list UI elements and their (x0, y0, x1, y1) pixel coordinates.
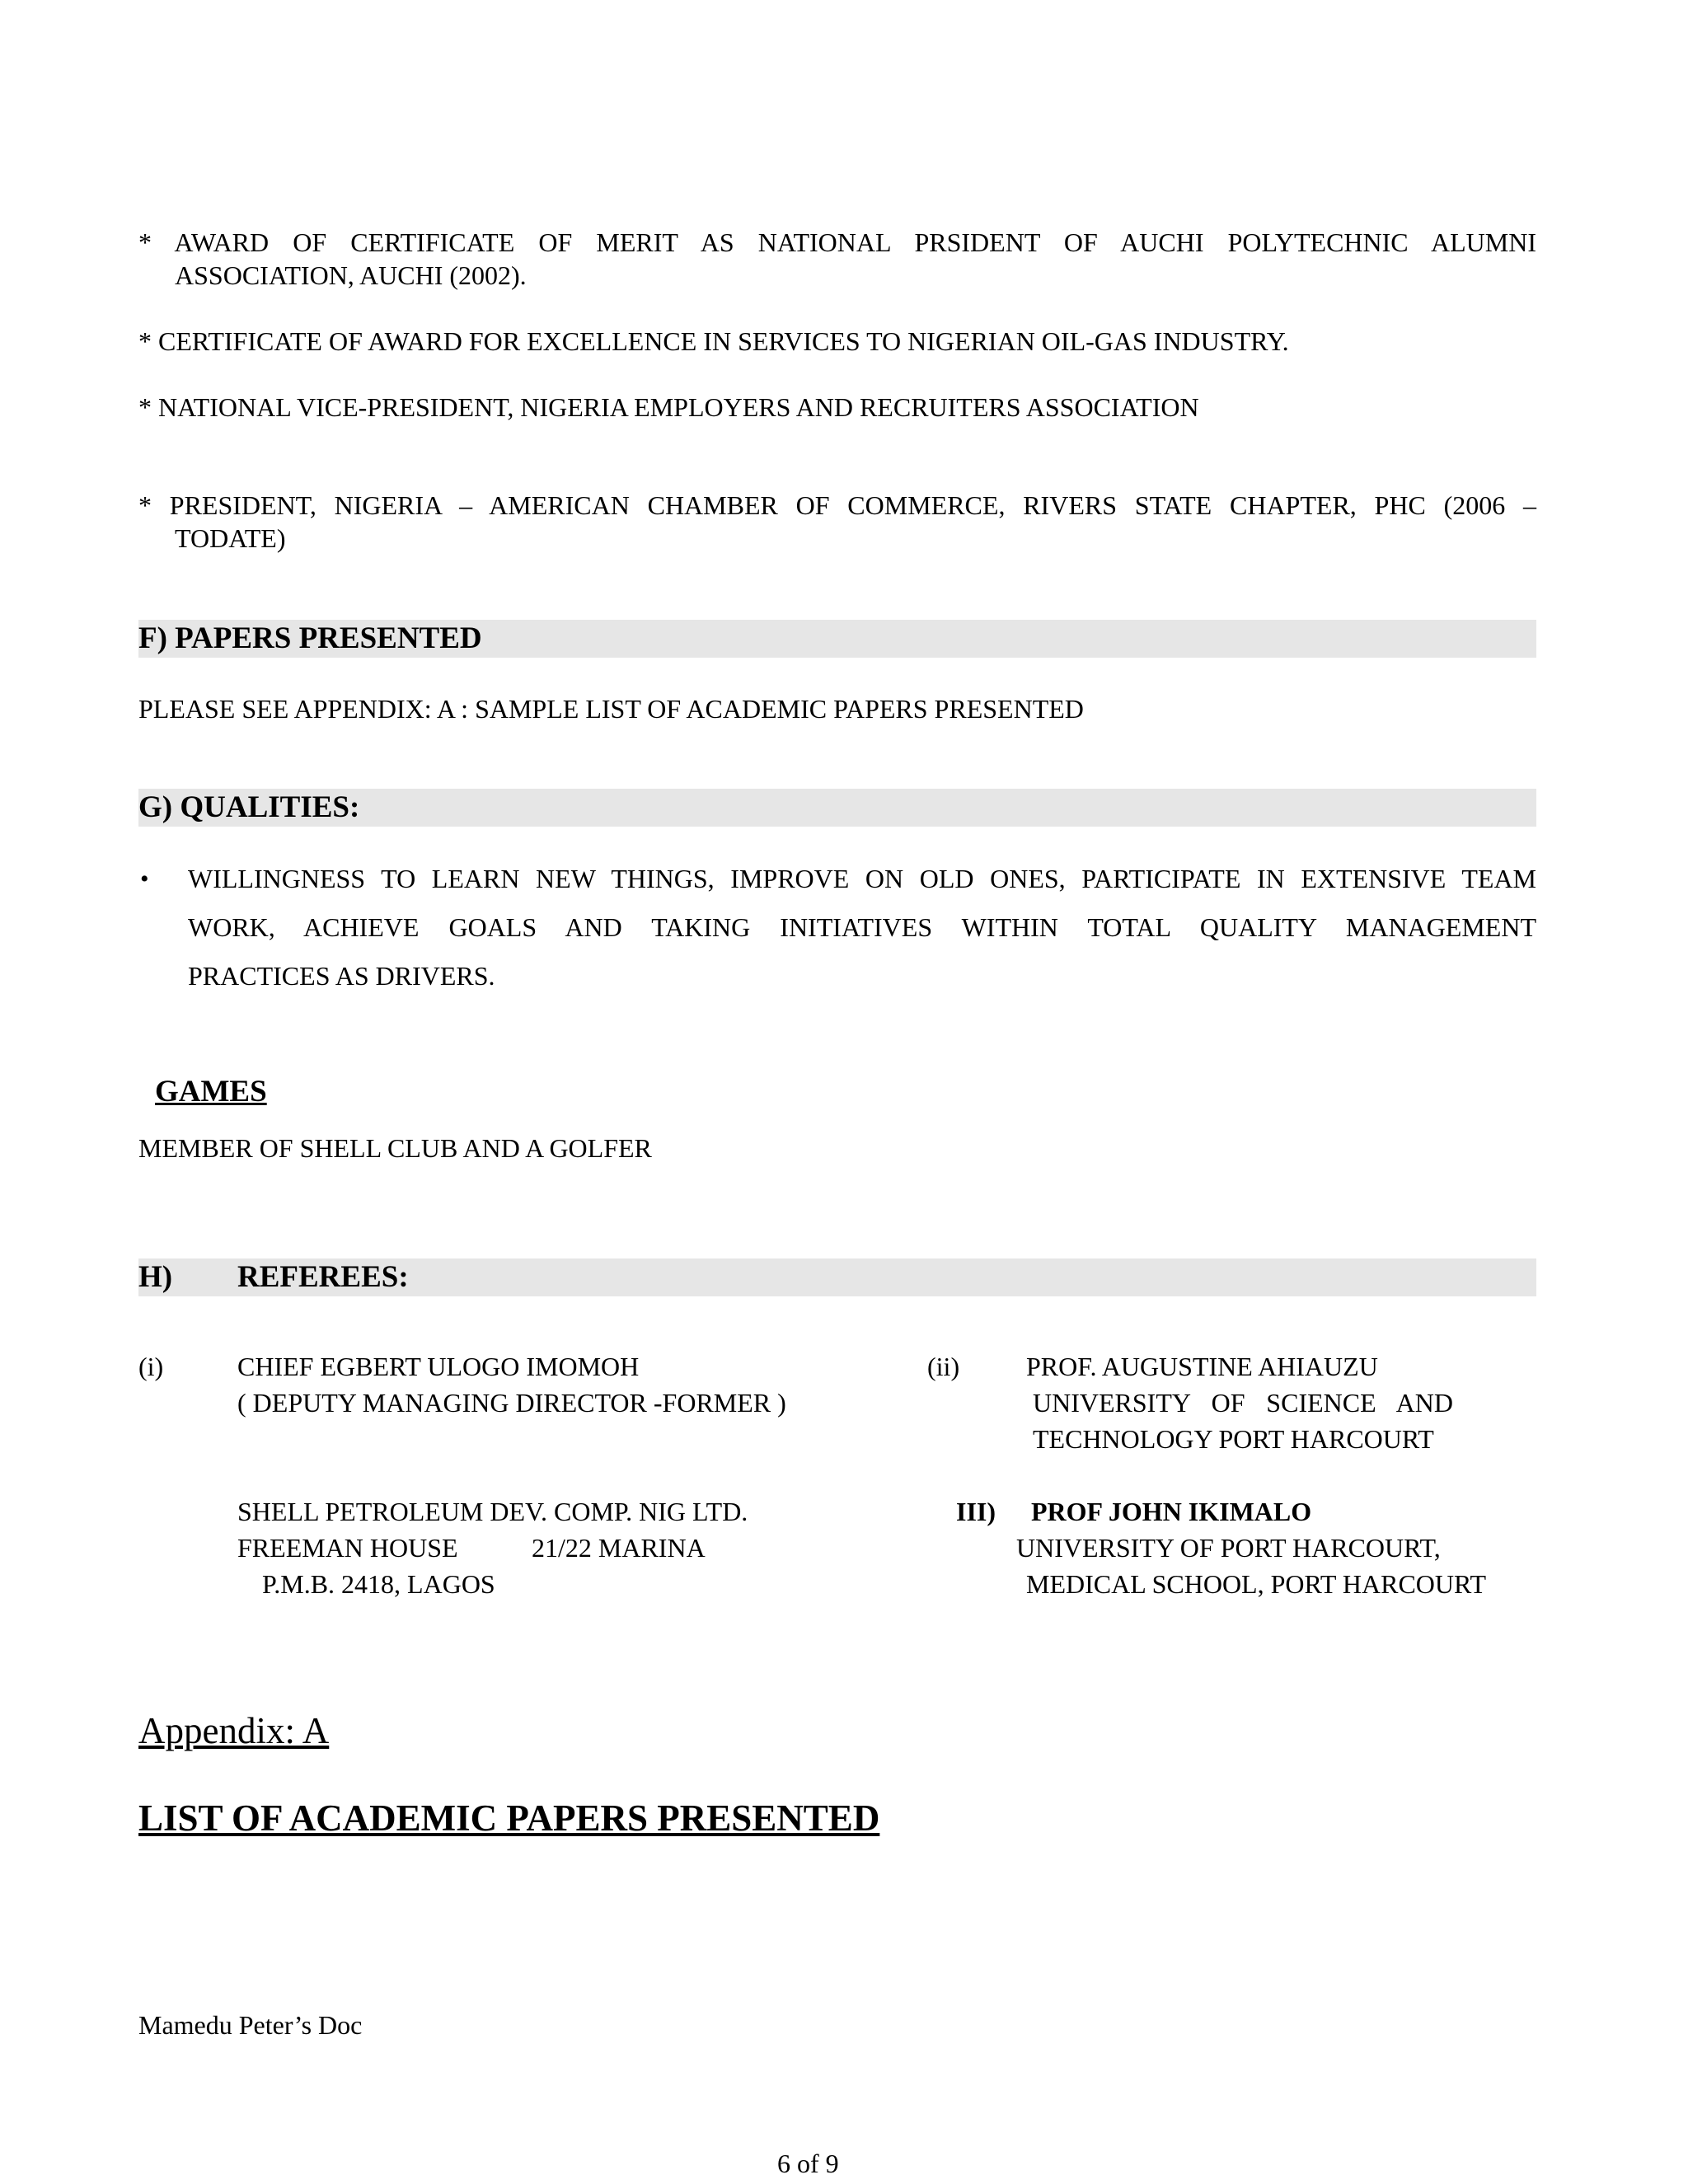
section-papers-heading (138, 620, 1536, 658)
referee-2-line-2: TECHNOLOGY PORT HARCOURT (1033, 1424, 1434, 1454)
section-qualities-heading (138, 789, 1536, 827)
award-item-3-line1: * NATIONAL VICE-PRESIDENT, NIGERIA EMPLOYERS AND RECRUITERS ASSOCIATION (138, 392, 1199, 422)
referee-1-org: SHELL PETROLEUM DEV. COMP. NIG LTD. (237, 1497, 748, 1526)
section-qualities-title: G) QUALITIES: (138, 790, 360, 824)
papers-text: PLEASE SEE APPENDIX: A : SAMPLE LIST OF ACADEMIC PAPERS PRESENTED (138, 694, 1084, 724)
referee-1-number: (i) (138, 1352, 164, 1381)
qualities-line-3: PRACTICES AS DRIVERS. (188, 961, 495, 991)
footer-doc-name: Mamedu Peter’s Doc (138, 2010, 363, 2040)
section-papers-title: F) PAPERS PRESENTED (138, 621, 482, 655)
award-item-3 (138, 391, 1536, 424)
qualities-line-2: WORK, ACHIEVE GOALS AND TAKING INITIATIVES WITHIN TOTAL QUALITY MANAGEMENT (188, 912, 1536, 942)
referee-1-address-2: P.M.B. 2418, LAGOS (262, 1569, 495, 1599)
referee-2-line-1: UNIVERSITY OF SCIENCE AND (1033, 1388, 1453, 1418)
referee-1-address-1b: 21/22 MARINA (532, 1533, 706, 1563)
appendix-label: Appendix: A (138, 1710, 330, 1751)
referee-3-name: PROF JOHN IKIMALO (1031, 1497, 1312, 1526)
referee-3-number: III) (956, 1497, 996, 1526)
referee-1-address-1a: FREEMAN HOUSE (237, 1533, 458, 1563)
award-item-1-line2: ASSOCIATION, AUCHI (2002). (175, 260, 527, 290)
qualities-bullet: • (140, 865, 149, 893)
referee-3-line-1: UNIVERSITY OF PORT HARCOURT, (1016, 1533, 1441, 1563)
award-item-4-line2: TODATE) (175, 523, 286, 553)
award-item-1-line1: * AWARD OF CERTIFICATE OF MERIT AS NATIONAL PRSIDENT OF AUCHI POLYTECHNIC ALUMNI (138, 227, 1536, 257)
referee-1-title: ( DEPUTY MANAGING DIRECTOR -FORMER ) (237, 1388, 786, 1418)
award-item-1 (138, 226, 1536, 292)
referee-1-name: CHIEF EGBERT ULOGO IMOMOH (237, 1352, 640, 1381)
section-referees-heading (138, 1258, 1536, 1296)
referee-3-line-2: MEDICAL SCHOOL, PORT HARCOURT (1026, 1569, 1486, 1599)
footer-page-number: 6 of 9 (777, 2149, 839, 2178)
qualities-line-1: WILLINGNESS TO LEARN NEW THINGS, IMPROVE ON OLD ONES, PARTICIPATE IN EXTENSIVE TEAM (188, 864, 1536, 893)
games-text: MEMBER OF SHELL CLUB AND A GOLFER (138, 1133, 652, 1163)
award-item-2 (138, 325, 1536, 358)
section-referees-num: H) (138, 1260, 173, 1294)
section-referees-title: REFEREES: (237, 1260, 409, 1294)
award-item-4 (138, 489, 1536, 555)
games-heading: GAMES (155, 1075, 267, 1108)
award-item-4-line1: * PRESIDENT, NIGERIA – AMERICAN CHAMBER OF COMMERCE, RIVERS STATE CHAPTER, PHC (2006 – (138, 490, 1536, 520)
referee-2-number: (ii) (927, 1352, 960, 1381)
appendix-title: LIST OF ACADEMIC PAPERS PRESENTED (138, 1797, 880, 1839)
referee-2-name: PROF. AUGUSTINE AHIAUZU (1026, 1352, 1378, 1381)
qualities-paragraph (188, 855, 1536, 1001)
award-item-2-line1: * CERTIFICATE OF AWARD FOR EXCELLENCE IN SERVICES TO NIGERIAN OIL-GAS INDUSTRY. (138, 326, 1289, 356)
